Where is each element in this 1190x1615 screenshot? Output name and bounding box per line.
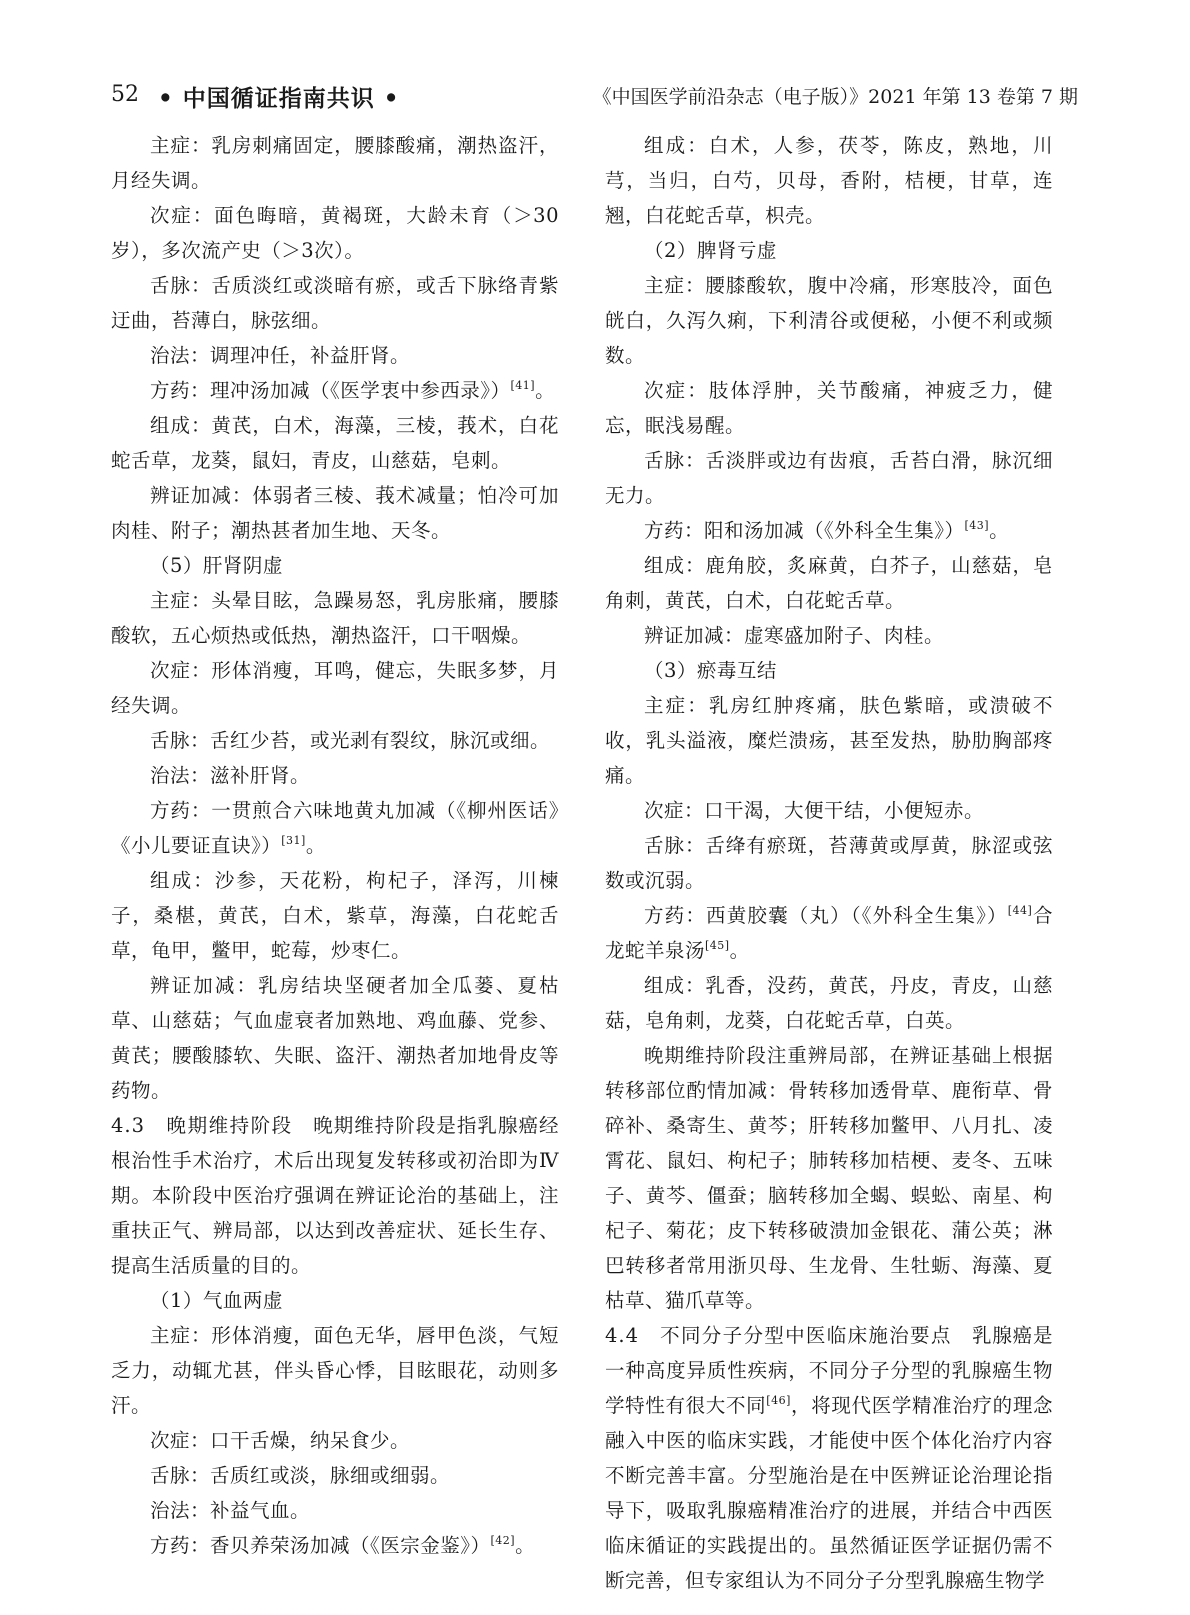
section-heading: 4.3 晚期维持阶段: [111, 1114, 293, 1137]
paragraph-text: 舌脉：舌质淡红或淡暗有瘀，或舌下脉络青紫迂曲，苔薄白，脉弦细。: [111, 274, 559, 332]
paragraph-text: 组成：乳香，没药，黄芪，丹皮，青皮，山慈菇，皂角刺，龙葵，白花蛇舌草，白英。: [605, 974, 1053, 1032]
paragraph-text: 次症：口干舌燥，纳呆食少。: [150, 1429, 411, 1452]
citation-ref: [44]: [1007, 904, 1033, 917]
paragraph-text: 方药：阳和汤加减（《外科全生集》）: [644, 519, 965, 542]
paragraph-text: 主症：头晕目眩，急躁易怒，乳房胀痛，腰膝酸软，五心烦热或低热，潮热盗汗，口干咽燥。: [111, 589, 559, 647]
citation-ref: [42]: [490, 1534, 516, 1547]
paragraph-text: 组成：黄芪，白术，海藻，三棱，莪术，白花蛇舌草，龙葵，鼠妇，青皮，山慈菇，皂刺。: [111, 414, 559, 472]
paragraph-text: 。: [729, 939, 750, 962]
paragraph: [111, 758, 559, 793]
citation-ref: [41]: [510, 379, 536, 392]
journal-section-tag: • 中国循证指南共识 •: [158, 85, 400, 112]
paragraph-text: 方药：一贯煎合六味地黄丸加减（《柳州医话》《小儿要证直诀》）: [111, 799, 559, 857]
paragraph: [605, 513, 1053, 548]
paragraph: [605, 898, 1053, 968]
paragraph-text: 方药：理冲汤加减（《医学衷中参西录》）: [150, 379, 511, 402]
paragraph-text: （3）瘀毒互结: [644, 659, 777, 682]
page-header: [0, 76, 1190, 116]
paragraph-text: 治法：调理冲任，补益肝肾。: [150, 344, 411, 367]
paragraph: [111, 338, 559, 373]
paragraph-text: 。: [305, 834, 326, 857]
paragraph: [605, 618, 1053, 653]
paragraph-text: 。: [989, 519, 1010, 542]
paragraph-text: （1）气血两虚: [150, 1289, 283, 1312]
paragraph-text: 乳腺癌是一种高度异质性疾病，不同分子分型的乳腺癌生物学特性有很大不同: [605, 1324, 1053, 1417]
paragraph-text: 晚期维持阶段注重辨局部，在辨证基础上根据转移部位酌情加减：骨转移加透骨草、鹿衔草、骨碎补、桑寄生、黄芩；肝转移加鳖甲、八月扎、凌霄花、鼠妇、枸杞子；肺转移加桔梗、麦冬、五味子、黄芩、僵蚕；脑转移加全蝎、蜈蚣、南星、枸杞子、菊花；皮下转移破溃加金银花、蒲公英；淋巴转移者常用浙贝母、生龙骨、生牡蛎、海藻、夏枯草、猫爪草等。: [605, 1044, 1053, 1312]
paragraph: [111, 373, 559, 408]
paragraph: [605, 793, 1053, 828]
paragraph: [111, 583, 559, 653]
paragraph: [111, 968, 559, 1108]
paragraph-text: 主症：乳房红肿疼痛，肤色紫暗，或溃破不收，乳头溢液，糜烂溃疡，甚至发热，胁肋胸部疼痛。: [605, 694, 1053, 787]
paragraph-text: 组成：沙参，天花粉，枸杞子，泽泻，川楝子，桑椹，黄芪，白术，紫草，海藻，白花蛇舌草，龟甲，鳖甲，蛇莓，炒枣仁。: [111, 869, 559, 962]
section-heading: 4.4 不同分子分型中医临床施治要点: [605, 1324, 952, 1347]
paragraph-text: 。: [535, 379, 556, 402]
paragraph: [605, 968, 1053, 1038]
paragraph: [111, 198, 559, 268]
page-number: 52: [111, 82, 139, 107]
paragraph: [111, 1283, 559, 1318]
paragraph: [605, 373, 1053, 443]
paragraph: [111, 793, 559, 863]
paragraph: [605, 653, 1053, 688]
paragraph-text: （2）脾肾亏虚: [644, 239, 777, 262]
paragraph: [605, 1318, 1053, 1598]
paragraph: [605, 443, 1053, 513]
paragraph-text: 次症：形体消瘦，耳鸣，健忘，失眠多梦，月经失调。: [111, 659, 559, 717]
citation-ref: [45]: [705, 939, 730, 952]
left-column: [111, 128, 559, 1563]
paragraph-text: 辨证加减：乳房结块坚硬者加全瓜蒌、夏枯草、山慈菇；气血虚衰者加熟地、鸡血藤、党参、黄芪；腰酸膝软、失眠、盗汗、潮热者加地骨皮等药物。: [111, 974, 559, 1102]
paragraph-text: 治法：补益气血。: [150, 1499, 311, 1522]
paragraph-text: 。: [515, 1534, 536, 1557]
paragraph-text: 方药：西黄胶囊（丸）（《外科全生集》）: [644, 904, 1008, 927]
right-column: [605, 128, 1053, 1598]
paragraph: [605, 128, 1053, 233]
paragraph-text: 组成：白术，人参，茯苓，陈皮，熟地，川芎，当归，白芍，贝母，香附，桔梗，甘草，连翘，白花蛇舌草，枳壳。: [605, 134, 1053, 227]
paragraph-text: 主症：腰膝酸软，腹中冷痛，形寒肢冷，面色㿠白，久泻久痢，下利清谷或便秘，小便不利或频数。: [605, 274, 1053, 367]
paragraph-text: 方药：香贝养荣汤加减（《医宗金鉴》）: [150, 1534, 491, 1557]
journal-issue-info: 《中国医学前沿杂志（电子版）》2021 年第 13 卷第 7 期: [592, 86, 1078, 108]
citation-ref: [43]: [964, 519, 990, 532]
paragraph: [111, 408, 559, 478]
paragraph-text: 舌脉：舌质红或淡，脉细或细弱。: [150, 1464, 451, 1487]
paragraph-text: 合龙蛇羊泉汤: [605, 904, 1053, 962]
paragraph-text: 主症：乳房刺痛固定，腰膝酸痛，潮热盗汗，月经失调。: [111, 134, 559, 192]
paragraph-text: 主症：形体消瘦，面色无华，唇甲色淡，气短乏力，动辄尤甚，伴头昏心悸，目眩眼花，动则多汗。: [111, 1324, 559, 1417]
paragraph: [111, 478, 559, 548]
paragraph: [605, 828, 1053, 898]
paragraph-text: 次症：口干渴，大便干结，小便短赤。: [644, 799, 985, 822]
paragraph-text: 舌脉：舌绛有瘀斑，苔薄黄或厚黄，脉涩或弦数或沉弱。: [605, 834, 1053, 892]
paragraph-text: 次症：肢体浮肿，关节酸痛，神疲乏力，健忘，眠浅易醒。: [605, 379, 1053, 437]
paragraph: [111, 1108, 559, 1283]
paragraph: [605, 548, 1053, 618]
paragraph: [111, 128, 559, 198]
paragraph: [605, 233, 1053, 268]
paragraph: [111, 268, 559, 338]
paragraph: [605, 688, 1053, 793]
paragraph: [111, 548, 559, 583]
paragraph: [111, 863, 559, 968]
paragraph-text: 治法：滋补肝肾。: [150, 764, 311, 787]
paragraph-text: 辨证加减：虚寒盛加附子、肉桂。: [644, 624, 945, 647]
paragraph-text: 次症：面色晦暗，黄褐斑，大龄未育（＞30岁），多次流产史（＞3次）。: [111, 204, 559, 262]
paragraph-text: 辨证加减：体弱者三棱、莪术减量；怕冷可加肉桂、附子；潮热甚者加生地、天冬。: [111, 484, 559, 542]
paragraph: [605, 268, 1053, 373]
paragraph-text: 舌脉：舌红少苔，或光剥有裂纹，脉沉或细。: [150, 729, 551, 752]
paragraph: [111, 723, 559, 758]
paragraph-text: （5）肝肾阴虚: [150, 554, 283, 577]
paragraph: [111, 1318, 559, 1423]
paragraph: [111, 1493, 559, 1528]
paragraph: [605, 1038, 1053, 1318]
paragraph-text: 晚期维持阶段是指乳腺癌经根治性手术治疗，术后出现复发转移或初治即为Ⅳ期。本阶段中医治疗强调在辨证论治的基础上，注重扶正气、辨局部，以达到改善症状、延长生存、提高生活质量的目的。: [111, 1114, 559, 1277]
paragraph: [111, 653, 559, 723]
citation-ref: [46]: [766, 1394, 791, 1407]
paragraph-text: 组成：鹿角胶，炙麻黄，白芥子，山慈菇，皂角刺，黄芪，白术，白花蛇舌草。: [605, 554, 1053, 612]
paragraph-text: 舌脉：舌淡胖或边有齿痕，舌苔白滑，脉沉细无力。: [605, 449, 1053, 507]
citation-ref: [31]: [281, 834, 306, 847]
paragraph-text: ，将现代医学精准治疗的理念融入中医的临床实践，才能使中医个体化治疗内容不断完善丰富。分型施治是在中医辨证论治理论指导下，吸取乳腺癌精准治疗的进展，并结合中西医临床循证的实践提出的。虽然循证医学证据仍需不断完善，但专家组认为不同分子分型乳腺癌生物学: [605, 1394, 1053, 1592]
paragraph: [111, 1458, 559, 1493]
paragraph: [111, 1423, 559, 1458]
paragraph: [111, 1528, 559, 1563]
